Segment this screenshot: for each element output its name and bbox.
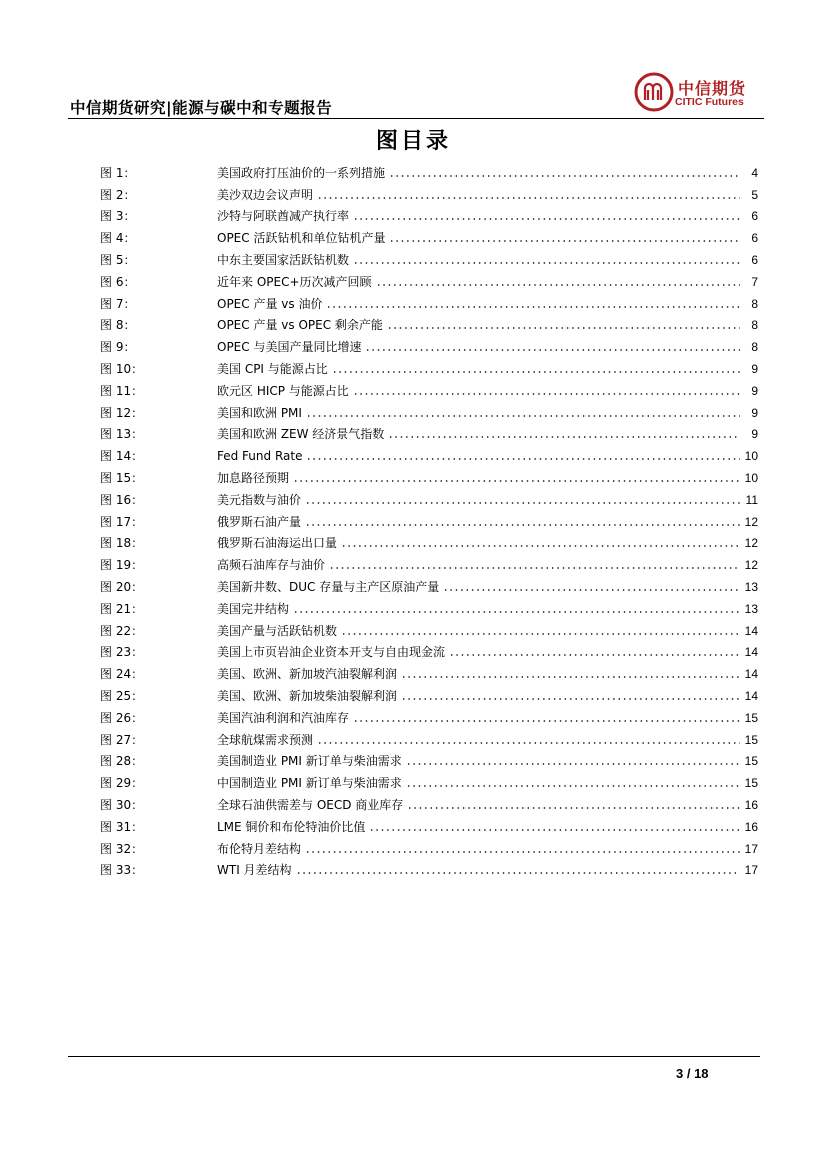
toc-leader-dots xyxy=(389,233,740,243)
toc-figure-number: 图 4： xyxy=(100,231,136,246)
toc-leader-dots xyxy=(317,190,740,200)
toc-figure-number: 图 16： xyxy=(100,492,144,507)
toc-row[interactable] xyxy=(100,445,758,467)
logo-chinese-name: 中信期货 xyxy=(678,79,747,98)
toc-figure-title[interactable]: Fed Fund Rate xyxy=(217,449,303,464)
toc-leader-dots xyxy=(401,669,740,679)
toc-figure-number: 图 13： xyxy=(100,427,144,442)
toc-page-number[interactable]: 9 xyxy=(751,383,758,398)
toc-figure-number: 图 29： xyxy=(100,776,144,791)
figure-list xyxy=(100,162,758,881)
toc-leader-dots xyxy=(317,735,740,745)
toc-page-number[interactable]: 13 xyxy=(744,580,758,595)
toc-figure-title[interactable]: LME 铜价和布伦特油价比值 xyxy=(217,819,366,834)
toc-row[interactable] xyxy=(100,663,758,685)
toc-figure-title[interactable]: 美元指数与油价 xyxy=(217,492,302,507)
toc-page-number[interactable]: 12 xyxy=(744,536,758,551)
toc-leader-dots xyxy=(406,778,740,788)
toc-leader-dots xyxy=(305,495,740,505)
toc-figure-number: 图 9： xyxy=(100,340,136,355)
header-divider xyxy=(68,118,764,119)
toc-figure-number: 图 7： xyxy=(100,296,136,311)
toc-figure-number: 图 25： xyxy=(100,689,144,704)
toc-row[interactable] xyxy=(100,860,758,882)
toc-figure-number: 图 26： xyxy=(100,710,144,725)
toc-figure-number: 图 28： xyxy=(100,754,144,769)
toc-figure-title[interactable]: 美国、欧洲、新加坡汽油裂解利润 xyxy=(217,667,398,682)
toc-leader-dots xyxy=(365,342,740,352)
toc-row[interactable] xyxy=(100,271,758,293)
toc-page-number[interactable]: 9 xyxy=(751,427,758,442)
toc-row[interactable] xyxy=(100,751,758,773)
toc-leader-dots xyxy=(387,320,740,330)
toc-leader-dots xyxy=(305,844,740,854)
toc-page-number[interactable]: 4 xyxy=(751,165,758,180)
toc-leader-dots xyxy=(449,647,740,657)
toc-leader-dots xyxy=(332,364,740,374)
toc-leader-dots xyxy=(293,473,740,483)
toc-figure-number: 图 20： xyxy=(100,580,144,595)
toc-row[interactable] xyxy=(100,315,758,337)
toc-leader-dots xyxy=(407,800,740,810)
toc-figure-title[interactable]: 布伦特月差结构 xyxy=(217,841,302,856)
toc-figure-title[interactable]: 美沙双边会议声明 xyxy=(217,187,314,202)
toc-leader-dots xyxy=(389,168,740,178)
toc-row[interactable] xyxy=(100,772,758,794)
toc-row[interactable] xyxy=(100,816,758,838)
toc-figure-title[interactable]: 美国产量与活跃钻机数 xyxy=(217,623,338,638)
toc-page-number[interactable]: 15 xyxy=(744,754,758,769)
toc-figure-number: 图 33： xyxy=(100,863,144,878)
toc-leader-dots xyxy=(353,255,740,265)
page-number: 3 / 18 xyxy=(676,1066,709,1081)
toc-figure-title[interactable]: 美国上市页岩油企业资本开支与自由现金流 xyxy=(217,645,446,660)
toc-figure-number: 图 10： xyxy=(100,362,144,377)
report-header-title: 中信期货研究|能源与碳中和专题报告 xyxy=(70,99,333,117)
toc-figure-number: 图 5： xyxy=(100,253,136,268)
toc-figure-title[interactable]: 加息路径预期 xyxy=(217,471,290,486)
toc-leader-dots xyxy=(353,386,740,396)
page-title: 图目录 xyxy=(375,129,451,154)
toc-page-number[interactable]: 13 xyxy=(744,601,758,616)
toc-row[interactable] xyxy=(100,489,758,511)
toc-row[interactable] xyxy=(100,293,758,315)
toc-page-number[interactable]: 15 xyxy=(744,732,758,747)
toc-page-number[interactable]: 8 xyxy=(751,340,758,355)
toc-leader-dots xyxy=(406,756,740,766)
toc-row[interactable] xyxy=(100,511,758,533)
toc-figure-title[interactable]: 全球石油供需差与 OECD 商业库存 xyxy=(217,798,404,812)
toc-figure-title[interactable]: 沙特与阿联酋减产执行率 xyxy=(217,209,350,224)
toc-leader-dots xyxy=(376,277,740,287)
toc-page-number[interactable]: 17 xyxy=(744,863,758,878)
footer-divider xyxy=(68,1056,760,1057)
toc-figure-number: 图 27： xyxy=(100,732,144,747)
toc-figure-number: 图 24： xyxy=(100,667,144,682)
toc-leader-dots xyxy=(305,517,740,527)
toc-page-number[interactable]: 7 xyxy=(751,274,758,289)
toc-row[interactable] xyxy=(100,729,758,751)
toc-page-number[interactable]: 14 xyxy=(744,623,758,638)
toc-figure-number: 图 6： xyxy=(100,274,136,289)
toc-page-number[interactable]: 11 xyxy=(745,492,758,507)
toc-page-number[interactable]: 10 xyxy=(744,449,758,464)
toc-row[interactable] xyxy=(100,380,758,402)
toc-figure-number: 图 14： xyxy=(100,449,144,464)
toc-page-number[interactable]: 15 xyxy=(744,710,758,725)
toc-figure-title[interactable]: 美国政府打压油价的一系列措施 xyxy=(217,165,386,180)
toc-figure-title[interactable]: 美国完井结构 xyxy=(217,601,290,616)
toc-figure-title[interactable]: 美国 CPI 与能源占比 xyxy=(217,362,328,377)
toc-page-number[interactable]: 17 xyxy=(744,841,758,856)
toc-figure-title[interactable]: 欧元区 HICP 与能源占比 xyxy=(217,383,349,398)
toc-page-number[interactable]: 14 xyxy=(744,689,758,704)
toc-leader-dots xyxy=(369,822,740,832)
toc-figure-number: 图 22： xyxy=(100,623,144,638)
toc-figure-number: 图 11： xyxy=(100,383,144,398)
logo-english-name: CITIC Futures xyxy=(675,96,744,108)
toc-page-number[interactable]: 16 xyxy=(744,819,758,834)
toc-row[interactable] xyxy=(100,249,758,271)
toc-row[interactable] xyxy=(100,642,758,664)
toc-leader-dots xyxy=(353,713,740,723)
toc-page-number[interactable]: 12 xyxy=(744,558,758,573)
toc-figure-number: 图 30： xyxy=(100,798,144,812)
toc-leader-dots xyxy=(293,604,740,614)
toc-row[interactable] xyxy=(100,533,758,555)
toc-figure-title[interactable]: 美国制造业 PMI 新订单与柴油需求 xyxy=(217,754,402,769)
toc-figure-title[interactable]: 美国汽油利润和汽油库存 xyxy=(217,710,350,725)
toc-leader-dots xyxy=(443,582,740,592)
toc-row[interactable] xyxy=(100,184,758,206)
toc-page-number[interactable]: 10 xyxy=(744,471,758,486)
toc-figure-title[interactable]: 美国和欧洲 PMI xyxy=(217,405,302,420)
toc-row[interactable] xyxy=(100,620,758,642)
toc-leader-dots xyxy=(353,211,740,221)
toc-row[interactable] xyxy=(100,685,758,707)
toc-page-number[interactable]: 6 xyxy=(751,253,758,268)
toc-row[interactable] xyxy=(100,707,758,729)
toc-figure-title[interactable]: OPEC 产量 vs 油价 xyxy=(217,296,323,311)
toc-figure-number: 图 32： xyxy=(100,841,144,856)
toc-row[interactable] xyxy=(100,554,758,576)
toc-page-number[interactable]: 14 xyxy=(744,645,758,660)
toc-page-number[interactable]: 6 xyxy=(751,231,758,246)
toc-figure-number: 图 8： xyxy=(100,318,136,333)
toc-row[interactable] xyxy=(100,358,758,380)
toc-figure-title[interactable]: OPEC 与美国产量同比增速 xyxy=(217,340,362,355)
toc-figure-number: 图 21： xyxy=(100,601,144,616)
toc-figure-number: 图 23： xyxy=(100,645,144,660)
toc-figure-number: 图 12： xyxy=(100,405,144,420)
toc-page-number[interactable]: 15 xyxy=(744,776,758,791)
toc-figure-number: 图 1： xyxy=(100,165,136,180)
toc-row[interactable] xyxy=(100,424,758,446)
toc-page-number[interactable]: 12 xyxy=(744,514,758,529)
toc-leader-dots xyxy=(388,429,740,439)
toc-page-number[interactable]: 8 xyxy=(751,318,758,333)
toc-leader-dots xyxy=(326,299,740,309)
toc-figure-number: 图 19： xyxy=(100,558,144,573)
toc-leader-dots xyxy=(306,408,740,418)
toc-figure-title[interactable]: 中东主要国家活跃钻机数 xyxy=(217,253,350,268)
toc-page-number[interactable]: 14 xyxy=(744,667,758,682)
toc-figure-title[interactable]: WTI 月差结构 xyxy=(217,863,292,878)
toc-leader-dots xyxy=(306,451,740,461)
toc-page-number[interactable]: 16 xyxy=(744,798,758,812)
toc-page-number[interactable]: 8 xyxy=(751,296,758,311)
toc-row[interactable] xyxy=(100,227,758,249)
toc-figure-number: 图 17： xyxy=(100,514,144,529)
toc-figure-title[interactable]: 俄罗斯石油海运出口量 xyxy=(217,536,338,551)
toc-leader-dots xyxy=(329,560,740,570)
toc-figure-title[interactable]: 中国制造业 PMI 新订单与柴油需求 xyxy=(217,776,402,791)
toc-row[interactable] xyxy=(100,162,758,184)
toc-page-number[interactable]: 6 xyxy=(751,209,758,224)
toc-figure-title[interactable]: 高频石油库存与油价 xyxy=(217,558,326,573)
toc-figure-title[interactable]: 美国、欧洲、新加坡柴油裂解利润 xyxy=(217,689,398,704)
toc-row[interactable] xyxy=(100,598,758,620)
toc-leader-dots xyxy=(341,626,740,636)
toc-figure-number: 图 31： xyxy=(100,819,144,834)
toc-figure-title[interactable]: 美国和欧洲 ZEW 经济景气指数 xyxy=(217,427,385,442)
toc-figure-number: 图 18： xyxy=(100,536,144,551)
toc-figure-number: 图 15： xyxy=(100,471,144,486)
citic-logo-icon xyxy=(634,72,674,112)
toc-row[interactable] xyxy=(100,336,758,358)
toc-figure-title[interactable]: 全球航煤需求预测 xyxy=(217,732,314,747)
toc-figure-title[interactable]: OPEC 活跃钻机和单位钻机产量 xyxy=(217,231,386,246)
citic-logo xyxy=(634,72,764,116)
toc-figure-number: 图 3： xyxy=(100,209,136,224)
toc-figure-title[interactable]: 近年来 OPEC+历次减产回顾 xyxy=(217,274,372,289)
toc-row[interactable] xyxy=(100,838,758,860)
toc-figure-number: 图 2： xyxy=(100,187,136,202)
toc-page-number[interactable]: 5 xyxy=(751,187,758,202)
toc-row[interactable] xyxy=(100,402,758,424)
toc-leader-dots xyxy=(401,691,740,701)
toc-row[interactable] xyxy=(100,794,758,816)
toc-row[interactable] xyxy=(100,467,758,489)
toc-page-number[interactable]: 9 xyxy=(751,362,758,377)
toc-row[interactable] xyxy=(100,206,758,228)
toc-figure-title[interactable]: OPEC 产量 vs OPEC 剩余产能 xyxy=(217,318,383,333)
toc-leader-dots xyxy=(341,538,740,548)
toc-page-number[interactable]: 9 xyxy=(751,405,758,420)
toc-figure-title[interactable]: 俄罗斯石油产量 xyxy=(217,514,302,529)
toc-figure-title[interactable]: 美国新井数、DUC 存量与主产区原油产量 xyxy=(217,580,440,595)
toc-leader-dots xyxy=(296,865,740,875)
toc-row[interactable] xyxy=(100,576,758,598)
